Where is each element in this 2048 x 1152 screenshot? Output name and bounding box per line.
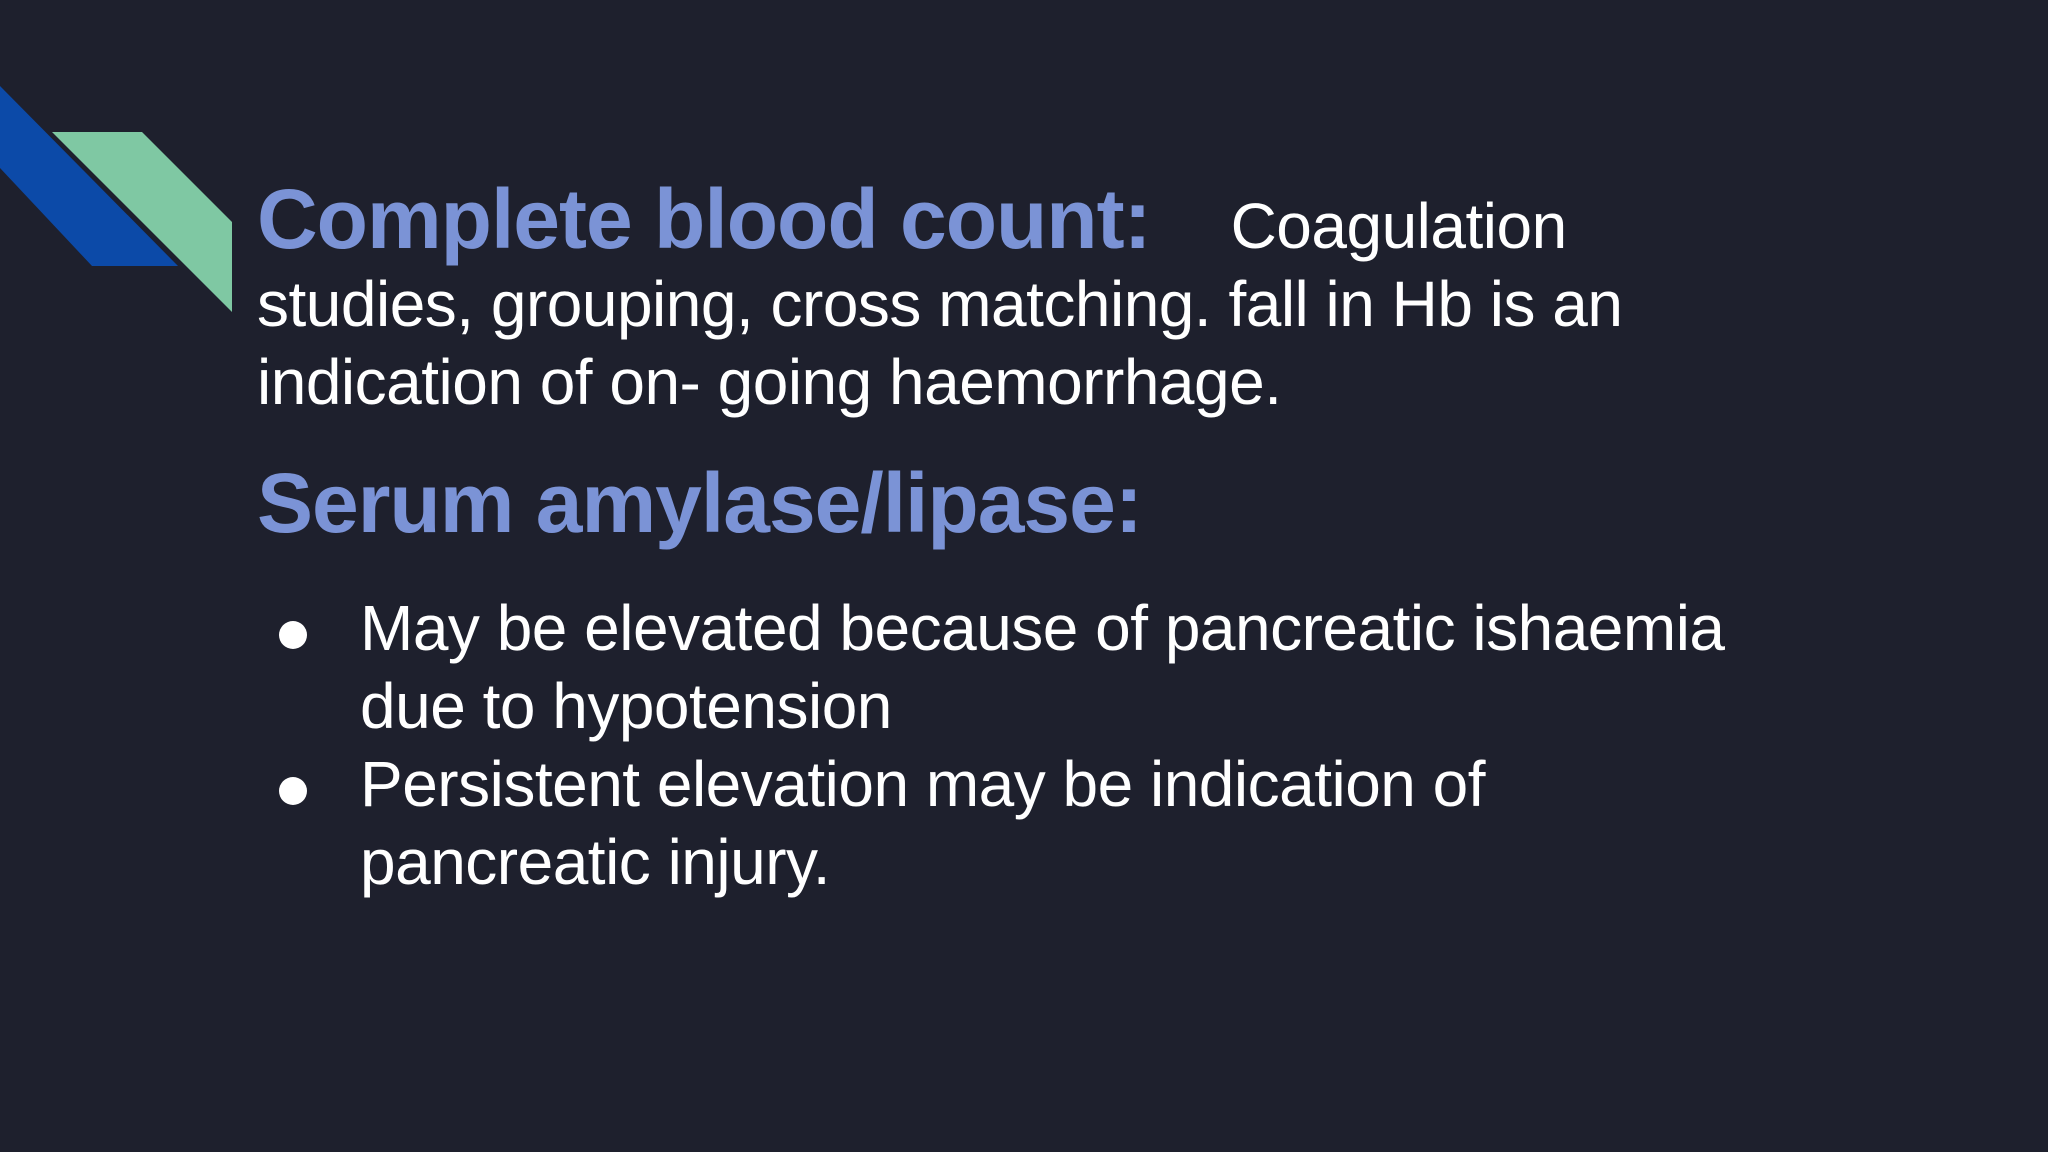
slide-content xyxy=(257,172,1817,901)
bullet-icon xyxy=(279,777,307,805)
blood-count-heading: Complete blood count: xyxy=(257,172,1151,266)
corner-decoration xyxy=(0,0,240,320)
list-item xyxy=(257,589,1760,745)
blood-count-text: Coagulation studies, grouping, cross matching. fall in Hb is an indication of on- going haemorrhage. xyxy=(257,190,1623,418)
serum-amylase-list xyxy=(257,589,1817,901)
list-item-text: Persistent elevation may be indication of pancreatic injury. xyxy=(360,748,1486,898)
list-item xyxy=(257,745,1760,901)
serum-amylase-heading: Serum amylase/lipase: xyxy=(257,456,1142,550)
blood-count-section xyxy=(257,172,1777,421)
bullet-icon xyxy=(279,621,307,649)
list-item-text: May be elevated because of pancreatic ishaemia due to hypotension xyxy=(360,592,1725,742)
